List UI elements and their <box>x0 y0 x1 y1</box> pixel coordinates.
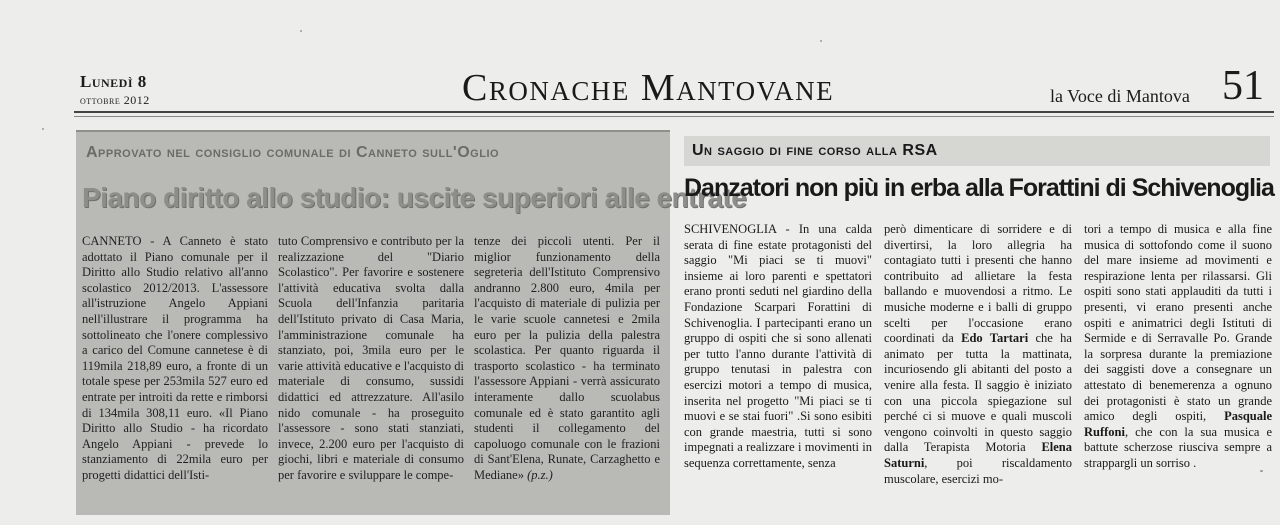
article-column-1: CANNETO - A Canneto è stato adottato il Piano comunale per il Diritto allo Studio relativo all'anno scolastico 2012/2013. L'assessore all'istruzione Angelo Appiani nell'illustrare il programma ha sottolineato che l'onere complessivo a carico del Comune cannetese è di 119mila 218,89 euro, a fronte di un totale spese per 253mila 527 euro ed entrate per introiti da rette e rimborsi di 134mila 308,11 euro. «Il Piano Diritto allo Studio - ha ricordato Angelo Appiani - prevede lo stanziamento di 22mila euro per progetti didattici dell'Isti- <box>82 234 268 482</box>
column-text: tori a tempo di musica e alla fine musica di sottofondo come il suono del mare insieme ad movimenti e respirazione lenta per rilassarsi. Gli ospiti sono stati applauditi da tutti i presenti, vi erano presenti anche ospiti e animatrici degli Istituti di Sermide e di Serravalle Po. Grande la sorpresa durante la premiazione dei saggisti dove a consegnare un attestato di benemerenza a ognuno dei protagonisti è stato un grande amico degli ospiti, <box>1084 222 1272 424</box>
article-column-1: SCHIVENOGLIA - In una calda serata di fine estate protagonisti del saggio "Mi piaci se ti muovi" insieme ai loro parenti e spettatori erano pronti seduti nel giardino della Fondazione Scarpari Forattini di Schivenoglia. I partecipanti erano un gruppo di ospiti che si sono allenati per tutto l'anno durante l'attività di gruppo tenutasi in palestra con esercizi motori a tempo di musica, inserita nel progetto "Mi piaci se ti muovi e se stai fuori" .Si sono esibiti con grande maestria, tutti si sono impegnati a realizzare i movimenti in sequenza correttamente, senza <box>684 222 872 470</box>
scan-speck <box>820 40 822 42</box>
kicker-band <box>684 136 1270 166</box>
masthead-rule-thin <box>74 116 1274 117</box>
section-title: Cronache Mantovane <box>462 67 835 109</box>
scan-speck <box>42 128 44 130</box>
issue-month-year: ottobre 2012 <box>80 93 150 107</box>
author-signature: (p.z.) <box>527 467 553 482</box>
issue-day: Lunedì 8 <box>80 72 147 91</box>
article-headline: Danzatori non più in erba alla Forattini di Schivenoglia <box>684 174 1274 202</box>
article-column-3 <box>1084 222 1272 472</box>
article-column-2 <box>884 222 1072 487</box>
scan-speck <box>1260 470 1263 472</box>
masthead-rule <box>74 111 1274 113</box>
article-column-3 <box>474 234 660 484</box>
column-text: però dimenticare di sorridere e di divertirsi, la loro allegria ha contagiato tutti i presenti che hanno contribuito ad allietare la festa ballando e muovendosi a ritmo. Le musiche moderne e i balli di gruppo scelti per l'occasione erano coordinati da <box>884 222 1072 346</box>
article-headline: Piano diritto allo studio: uscite superiori alle entrate <box>82 182 747 213</box>
scan-speck <box>300 30 302 32</box>
column-text: , che con la sua musica e battute scherzose riusciva sempre a strappargli un sorriso . <box>1084 424 1272 470</box>
person-name: Pasquale Ruffoni <box>1084 409 1272 439</box>
article-column-3-text: tenze dei piccoli utenti. Per il miglior funzionamento della segreteria dell'Istituto Comprensivo andranno 2.800 euro, 4mila per l'acquisto di materiale di pulizia per le varie scuole cannetesi e 2mila euro per la pulizia della palestra scolastica. Per quanto riguarda il trasporto scolastico - ha terminato l'assessore Appiani - verrà assicurato interamente dallo scuolabus comunale ed è stato garantito agli studenti il collegamento del capoluogo comunale con le frazioni di Sant'Elena, Runate, Carzaghetto e Mediane» <box>474 234 660 482</box>
column-text: , poi riscaldamento muscolare, esercizi mo- <box>884 455 1072 486</box>
article-kicker: Un saggio di fine corso alla RSA <box>692 142 938 159</box>
page-number: 51 <box>1222 63 1264 109</box>
column-text: che ha animato per tutta la mattinata, incuriosendo gli abitanti del posto a venire alla festa. Il saggio è iniziato con una piccola spiegazione sul perché ci si muove e quali muscoli vengono coinvolti in questo saggio dalla Terapista Motoria <box>884 331 1072 455</box>
article-kicker: Approvato nel consiglio comunale di Canneto sull'Oglio <box>86 144 500 161</box>
article-canneto <box>76 130 747 515</box>
masthead <box>0 0 1280 130</box>
article-schivenoglia <box>684 130 1274 515</box>
person-name: Edo Tartari <box>961 331 1029 346</box>
person-name: Elena Saturni <box>884 440 1072 470</box>
newspaper-name: la Voce di Mantova <box>1050 86 1190 106</box>
article-column-2: tuto Comprensivo e contributo per la realizzazione del "Diario Scolastico". Per favorire e sostenere l'attività educativa svolta dalla Scuola dell'Infanzia paritaria dell'Istituto privato di Casa Maria, l'amministrazione comunale ha stanziato, poi, 3mila euro per le varie attività educative e l'acquisto di materiale di consumo, sussidi didattici ed attrezzature. All'asilo nido comunale - ha proseguito l'assessore - sono stati stanziati, invece, 2.200 euro per l'acquisto di giochi, libri e materiale di consumo per favorire e sviluppare le compe- <box>278 234 464 482</box>
